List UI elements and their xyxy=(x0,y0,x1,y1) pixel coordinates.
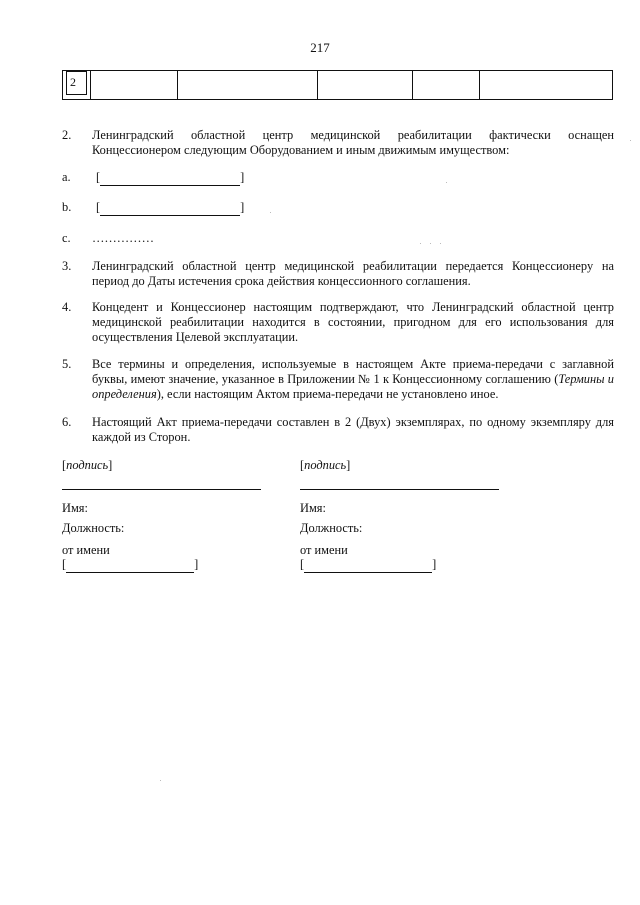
clause-3 xyxy=(62,259,614,289)
clause-text: Настоящий Акт приема-передачи составлен в 2 (Двух) экземплярах, по одному экземпляру для каждой из Сторон. xyxy=(92,415,614,444)
table-cell xyxy=(63,71,91,100)
signature-label-left: [подпись] xyxy=(62,458,113,472)
table-cell-number: 2 xyxy=(66,71,87,95)
scan-speck xyxy=(446,182,447,183)
clause-4 xyxy=(62,300,614,345)
signature-line-right xyxy=(300,489,499,490)
defined-term: Термины и определения xyxy=(92,372,614,401)
clause-6 xyxy=(62,415,614,445)
blank-field: [ ] xyxy=(96,200,245,214)
list-item-a xyxy=(62,170,614,186)
list-item-letter: c. xyxy=(62,231,71,245)
signature-line-left xyxy=(62,489,261,490)
header-table xyxy=(62,70,613,100)
name-label-right: Имя: xyxy=(300,501,326,515)
scan-speck xyxy=(430,243,431,244)
name-label-left: Имя: xyxy=(62,501,88,515)
list-item-c xyxy=(62,231,614,246)
on-behalf-label-right: от имени xyxy=(300,543,348,557)
party-field-left: [ ] xyxy=(62,557,199,571)
clause-number: 2. xyxy=(62,128,72,142)
clause-text: Концедент и Концессионер настоящим подтверждают, что Ленинградский областной центр медицинской реабилитации находится в состоянии, пригодном для его использования для осуществления Целевой эксплуатации. xyxy=(92,300,614,344)
table-cell xyxy=(413,71,480,100)
clause-text: Ленинградский областной центр медицинской реабилитации передается Концессионеру на период до Даты истечения срока действия концессионного соглашения. xyxy=(92,259,614,288)
clause-text: Ленинградский областной центр медицинской реабилитации фактически оснащен Концессионером следующим Оборудованием и иным движимым имуществом: xyxy=(92,128,614,157)
blank-line xyxy=(100,200,240,216)
clause-2 xyxy=(62,128,614,158)
scan-speck xyxy=(270,212,271,213)
party-field-right: [ ] xyxy=(300,557,437,571)
table-cell xyxy=(480,71,613,100)
list-item-b xyxy=(62,200,614,216)
clause-text: Все термины и определения, используемые в настоящем Акте приема-передачи с заглавной буквы, имеют значение, указанное в Приложении № 1 к Концессионному соглашению (Термины и определения), если настоящим Актом приема-передачи не установлено иное. xyxy=(92,357,614,401)
scan-speck xyxy=(440,243,441,244)
scan-speck xyxy=(420,243,421,244)
list-item-letter: b. xyxy=(62,200,72,214)
clause-number: 5. xyxy=(62,357,72,371)
table-cell xyxy=(178,71,318,100)
position-label-right: Должность: xyxy=(300,521,363,535)
clause-number: 3. xyxy=(62,259,72,273)
table-cell xyxy=(91,71,178,100)
on-behalf-label-left: от имени xyxy=(62,543,110,557)
position-label-left: Должность: xyxy=(62,521,125,535)
clause-number: 6. xyxy=(62,415,72,429)
page-number: 217 xyxy=(310,40,330,55)
signature-label-right: [подпись] xyxy=(300,458,351,472)
ellipsis: …………… xyxy=(92,231,154,245)
scan-speck xyxy=(160,780,161,781)
clause-5 xyxy=(62,357,614,402)
list-item-letter: a. xyxy=(62,170,71,184)
blank-line xyxy=(100,170,240,186)
clause-number: 4. xyxy=(62,300,72,314)
blank-field: [ ] xyxy=(96,170,245,184)
table-cell xyxy=(318,71,413,100)
scan-speck xyxy=(630,140,631,141)
